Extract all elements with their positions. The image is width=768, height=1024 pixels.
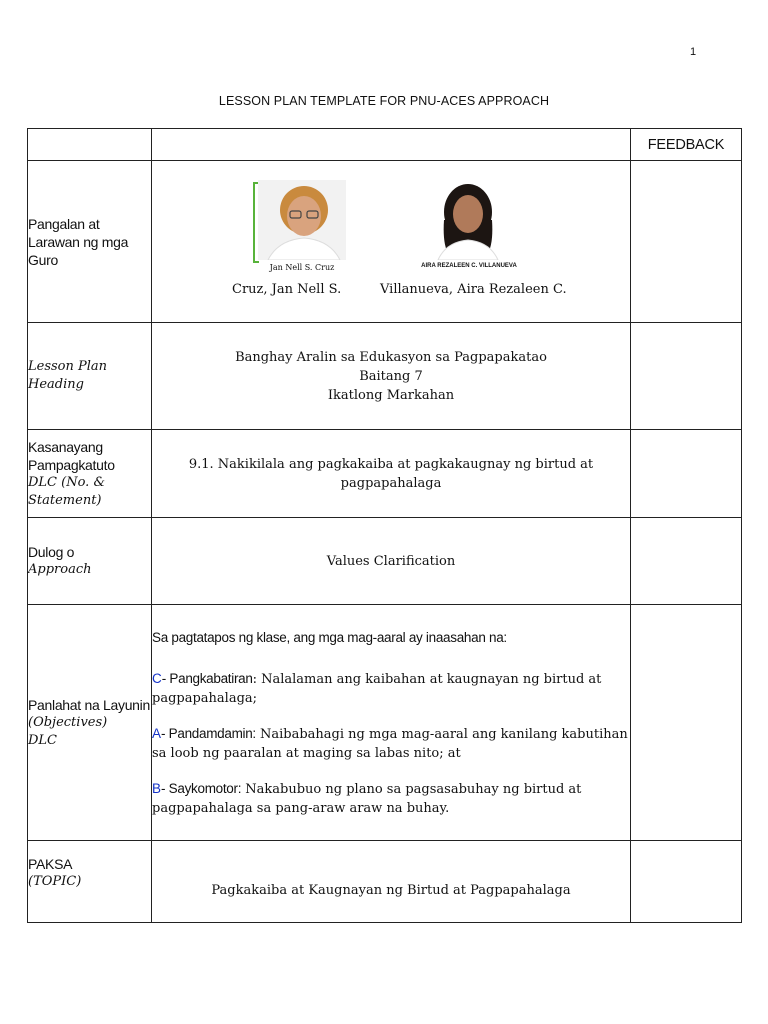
teacher-name-villanueva: Villanueva, Aira Rezaleen C.	[380, 281, 567, 297]
heading-line-2: Baitang 7	[359, 368, 423, 384]
teacher-photo-villanueva	[424, 180, 512, 260]
photo-caption-cruz: Jan Nell S. Cruz	[269, 262, 335, 272]
objective-text: Naibabahagi ng mga mag-aaral ang kanilang kabutihan sa loob ng paaralan at maging sa labas nito; at	[152, 726, 628, 761]
heading-line-1: Banghay Aralin sa Edukasyon sa Pagpapakatao	[235, 349, 547, 365]
objective-dash: -	[161, 780, 169, 796]
objective-key: Pandamdamin:	[168, 725, 256, 741]
objective-key: Pangkabatiran	[169, 670, 253, 686]
objectives-content-cell	[152, 605, 631, 841]
objectives-sublabel-1: (Objectives)	[28, 714, 108, 730]
objective-dash: -	[161, 725, 169, 741]
approach-label: Dulog o	[28, 544, 75, 560]
topic-row	[28, 841, 742, 923]
topic-label-cell	[28, 841, 152, 923]
heading-feedback-cell	[631, 323, 742, 430]
objective-text: Nakabubuo ng plano sa pagsasabuhay ng birtud at pagpapahalaga sa pang-araw araw na buhay.	[152, 781, 582, 816]
teacher-name-cruz: Cruz, Jan Nell S.	[232, 281, 342, 297]
competency-feedback-cell	[631, 430, 742, 518]
lesson-plan-table	[27, 128, 742, 923]
competency-sublabel: DLC (No. & Statement)	[28, 474, 106, 508]
objective-letter: C	[152, 670, 162, 686]
document-title: LESSON PLAN TEMPLATE FOR PNU-ACES APPROACH	[218, 94, 550, 108]
teachers-label-cell	[28, 161, 152, 323]
competency-content-cell	[152, 430, 631, 518]
objectives-label: Panlahat na Layunin	[28, 696, 150, 713]
photo-caption-villanueva: AIRA REZALEEN C. VILLANUEVA	[421, 262, 517, 269]
objective-letter: B	[152, 780, 162, 796]
objective-item-a	[152, 724, 630, 763]
objective-text: Nalalaman ang kaibahan at kaugnayan ng birtud at pagpapahalaga;	[152, 671, 602, 706]
heading-line-3: Ikatlong Markahan	[327, 387, 455, 403]
topic-label: PAKSA	[28, 856, 73, 872]
topic-content-cell	[152, 841, 631, 923]
competency-row	[28, 430, 742, 518]
objective-letter: A	[152, 725, 162, 741]
objective-dash: -	[161, 670, 170, 686]
teachers-content-cell	[152, 161, 631, 323]
topic-sublabel: (TOPIC)	[28, 874, 82, 889]
heading-content-cell	[152, 323, 631, 430]
approach-row	[28, 518, 742, 605]
approach-label-cell	[28, 518, 152, 605]
objectives-label-cell	[28, 605, 152, 841]
header-row	[28, 129, 742, 161]
competency-label-cell	[28, 430, 152, 518]
teachers-row	[28, 161, 742, 323]
topic-feedback-cell	[631, 841, 742, 923]
objectives-sublabel-2: DLC	[28, 732, 58, 748]
header-empty-cell-2	[152, 129, 631, 161]
teacher-photo-cruz	[258, 180, 346, 260]
objectives-intro: Sa pagtatapos ng klase, ang mga mag-aaral ay inaasahan na:	[152, 629, 507, 645]
approach-feedback-cell	[631, 518, 742, 605]
objectives-row	[28, 605, 742, 841]
feedback-header: FEEDBACK	[631, 129, 742, 161]
heading-row	[28, 323, 742, 430]
topic-text: Pagkakaiba at Kaugnayan ng Birtud at Pagpapahalaga	[211, 883, 571, 898]
objective-sep: :	[252, 671, 257, 687]
objective-key: Saykomotor:	[168, 780, 242, 796]
teachers-feedback-cell	[631, 161, 742, 323]
page-number: 1	[690, 46, 697, 58]
objective-item-b	[152, 779, 630, 818]
heading-label-cell	[28, 323, 152, 430]
objectives-feedback-cell	[631, 605, 742, 841]
approach-content-cell	[152, 518, 631, 605]
competency-text: 9.1. Nakikilala ang pagkakaiba at pagkakaugnay ng birtud at pagpapahalaga	[188, 456, 594, 491]
objective-item-c	[152, 669, 630, 708]
teacher-photos	[152, 162, 630, 322]
teachers-label: Pangalan at Larawan ng mga Guro	[28, 215, 129, 268]
approach-text: Values Clarification	[326, 553, 456, 569]
approach-sublabel: Approach	[28, 562, 92, 577]
competency-label: Kasanayang Pampagkatuto	[28, 438, 115, 473]
header-empty-cell-1	[28, 129, 152, 161]
heading-label: Lesson Plan Heading	[28, 359, 108, 392]
